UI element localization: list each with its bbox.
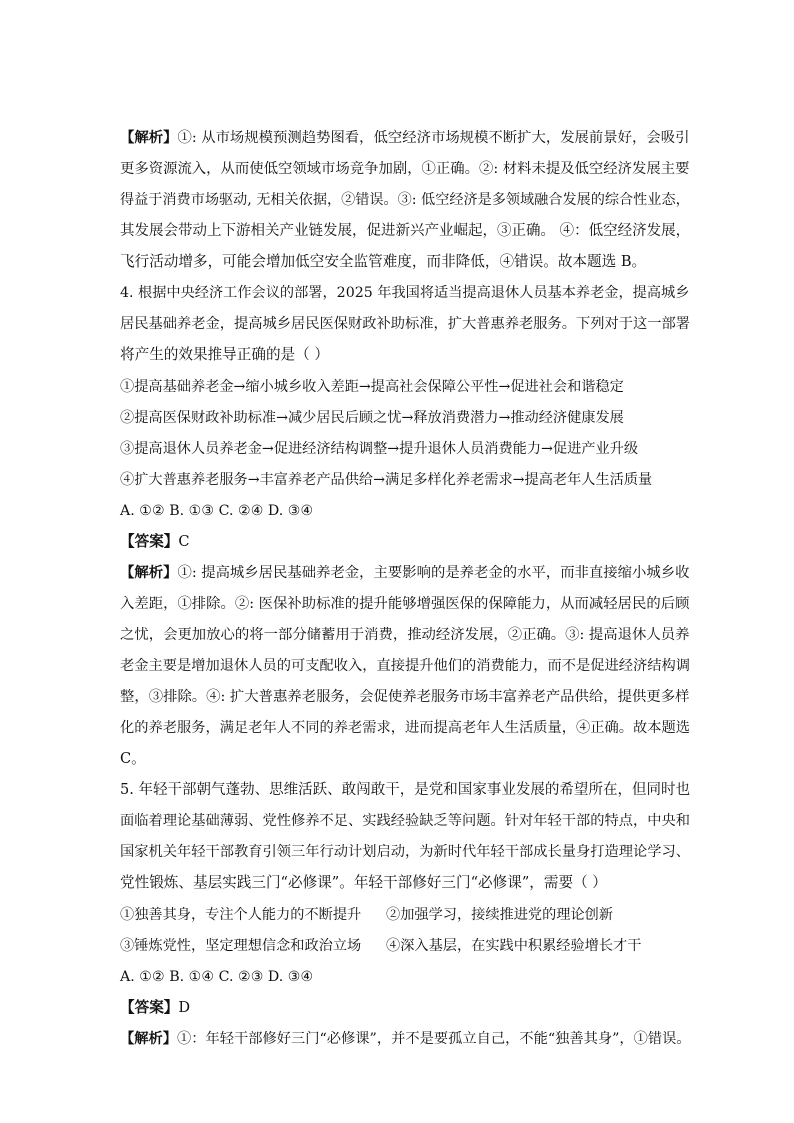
q4-analysis-label: 【解析】 bbox=[120, 565, 178, 581]
q5-stem-line-3: 国家机关年轻干部教育引领三年行动计划启动，为新时代年轻干部成长量身打造理论学习、 bbox=[120, 844, 691, 860]
q5-item-4: ④深入基层，在实践中积累经验增长才干 bbox=[386, 938, 642, 954]
q4-analysis-line-7: C。 bbox=[120, 750, 146, 767]
q3-analysis-line-3: 得益于消费市场驱动, 无相关依据，②错误。③: 低空经济是多领域融合发展的综合性业态， bbox=[120, 192, 690, 208]
q4-item-2: ②提高医保财政补助标准→减少居民后顾之忧→释放消费潜力→推动经济健康发展 bbox=[120, 410, 624, 426]
q5-stem-line-4: 党性锻炼、基层实践三门“必修课”。年轻干部修好三门“必修课”，需要（ ） bbox=[120, 874, 607, 891]
q3-analysis-line-4: 其发展会带动上下游相关产业链发展，促进新兴产业崛起，③正确。 ④：低空经济发展， bbox=[120, 223, 691, 239]
q5-item-2: ②加强学习，接续推进党的理论创新 bbox=[386, 907, 614, 923]
q4-item-4: ④扩大普惠养老服务→丰富养老产品供给→满足多样化养老需求→提高老年人生活质量 bbox=[120, 472, 653, 488]
q5-stem-line-1: 5. 年轻干部朝气蓬勃、思维活跃、敢闯敢干，是党和国家事业发展的希望所在，但同时也 bbox=[120, 782, 691, 798]
q5-analysis-line-1: 【解析】①：年轻干部修好三门“必修课”，并不是要孤立自己，不能“独善其身”，①错误。 bbox=[120, 1031, 691, 1047]
q4-item-3: ③提高退休人员养老金→促进经济结构调整→提升退休人员消费能力→促进产业升级 bbox=[120, 441, 639, 457]
q3-analysis-label: 【解析】 bbox=[120, 130, 178, 146]
q5-answer-label: 【答案】 bbox=[120, 999, 179, 1016]
q4-item-1: ①提高基础养老金→缩小城乡收入差距→提高社会保障公平性→促进社会和谐稳定 bbox=[120, 379, 624, 395]
q5-answer-value: D bbox=[178, 999, 191, 1016]
q4-choices: A. ①② B. ①③ C. ②④ D. ③④ bbox=[120, 503, 314, 519]
q5-stem-line-2: 面临着理论基础薄弱、党性修养不足、实践经验缺乏等问题。针对年轻干部的特点，中央和 bbox=[120, 813, 691, 829]
q4-answer-label: 【答案】 bbox=[120, 533, 179, 550]
q4-stem-line-1: 4. 根据中央经济工作会议的部署，2025 年我国将适当提高退休人员基本养老金，提高城乡 bbox=[120, 285, 690, 301]
q4-answer-value: C bbox=[178, 533, 190, 550]
q3-analysis-line-2: 更多资源流入，从而使低空领域市场竞争加剧，①正确。②: 材料未提及低空经济发展主要 bbox=[120, 161, 690, 177]
q4-analysis-line-5: 整，③排除。④: 扩大普惠养老服务，会促使养老服务市场丰富养老产品供给，提供更多样 bbox=[120, 689, 690, 705]
q5-answer bbox=[120, 998, 190, 1018]
q4-analysis-line-1: 【解析】①: 提高城乡居民基础养老金，主要影响的是养老金的水平，而非直接缩小城乡收 bbox=[120, 565, 690, 581]
q4-answer bbox=[120, 532, 190, 552]
q4-stem-line-3: 将产生的效果推导正确的是（ ） bbox=[120, 346, 329, 363]
q3-analysis-line-1: 【解析】①: 从市场规模预测趋势图看，低空经济市场规模不断扩大，发展前景好，会吸引 bbox=[120, 130, 690, 146]
q5-item-3: ③锤炼党性，坚定理想信念和政治立场 bbox=[120, 938, 362, 954]
q4-analysis-line-2: 入差距，①排除。②: 医保补助标准的提升能够增强医保的保障能力，从而减轻居民的后顾 bbox=[120, 596, 690, 612]
q5-choices: A. ①② B. ①④ C. ②③ D. ③④ bbox=[120, 969, 314, 985]
q5-analysis-label: 【解析】 bbox=[120, 1031, 178, 1047]
q4-stem-line-2: 居民基础养老金，提高城乡居民医保财政补助标准，扩大普惠养老服务。下列对于这一部署 bbox=[120, 316, 691, 332]
q5-item-1: ①独善其身，专注个人能力的不断提升 bbox=[120, 907, 362, 923]
q4-analysis-line-4: 老金主要是增加退休人员的可支配收入，直接提升他们的消费能力，而不是促进经济结构调 bbox=[120, 658, 691, 674]
q4-analysis-line-3: 之忧，会更加放心的将一部分储蓄用于消费，推动经济发展，②正确。③: 提高退休人员养 bbox=[120, 627, 690, 643]
q4-analysis-line-6: 化的养老服务，满足老年人不同的养老需求，进而提高老年人生活质量，④正确。故本题选 bbox=[120, 720, 691, 736]
q3-analysis-line-5: 飞行活动增多，可能会增加低空安全监管难度，而非降低，④错误。故本题选 B。 bbox=[120, 253, 647, 270]
